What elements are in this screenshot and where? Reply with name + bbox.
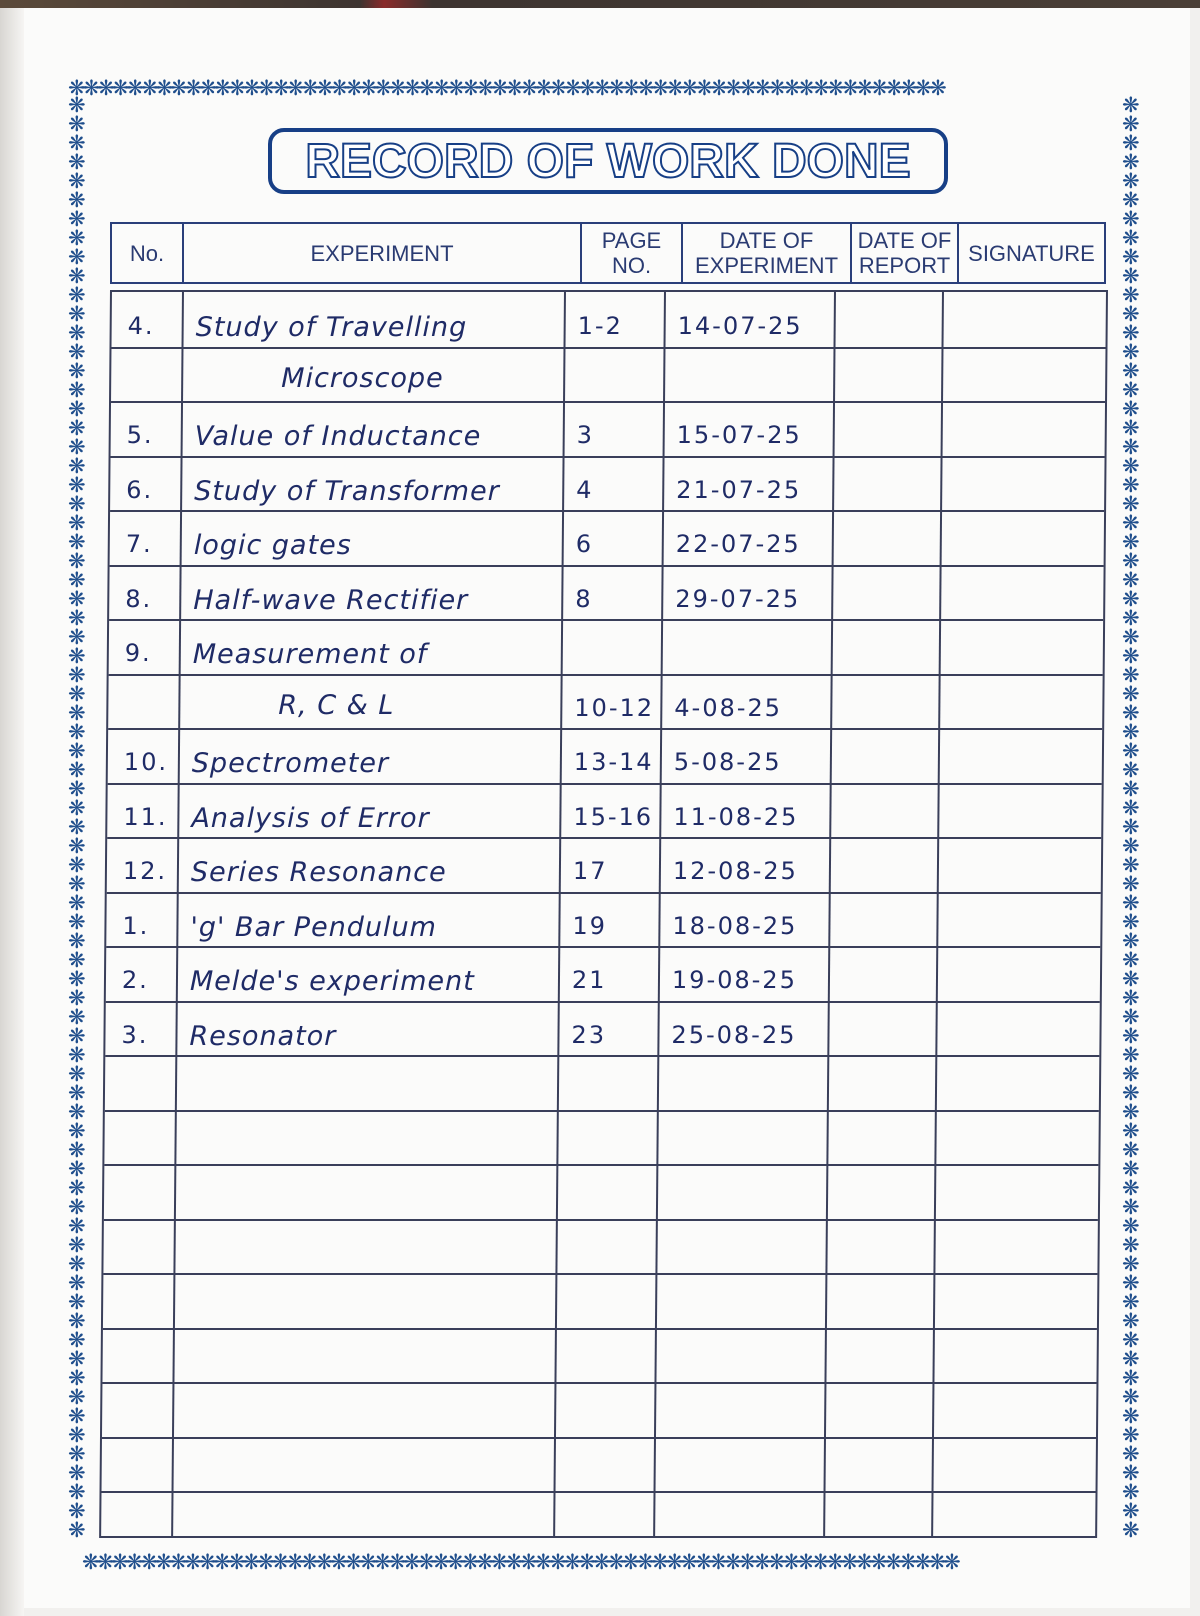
row-rule <box>102 1437 1096 1439</box>
row-rule <box>110 510 1104 512</box>
row-rule <box>103 1273 1097 1275</box>
row-rule <box>106 1001 1100 1003</box>
entry-experiment-line2: Microscope <box>281 363 444 394</box>
entry-number: 2. <box>121 966 150 994</box>
page-binding-shadow <box>0 8 24 1616</box>
entry-page: 1-2 <box>577 312 624 340</box>
top-edge-strip <box>0 0 1200 8</box>
row-rule <box>108 783 1102 785</box>
entry-number: 7. <box>125 530 153 558</box>
entry-number: 8. <box>125 585 153 613</box>
row-rule <box>111 401 1105 403</box>
header-no: No. <box>112 224 184 282</box>
decorative-border-bottom: ❋❋❋❋❋❋❋❋❋❋❋❋❋❋❋❋❋❋❋❋❋❋❋❋❋❋❋❋❋❋❋❋❋❋❋❋❋❋❋❋❋❋❋❋❋❋❋❋❋❋❋❋❋❋❋❋❋❋❋❋ <box>82 1552 958 1574</box>
entry-page: 15-16 <box>573 803 654 831</box>
entry-experiment: 'g' Bar Pendulum <box>190 912 438 943</box>
row-rule <box>104 1219 1098 1221</box>
header-experiment: EXPERIMENT <box>184 224 582 282</box>
row-rule <box>103 1328 1097 1330</box>
entry-date: 15-07-25 <box>676 421 802 449</box>
entry-experiment-line2: R, C & L <box>278 690 395 721</box>
entry-page: 10-12 <box>574 694 655 722</box>
page-title: RECORD OF WORK DONE <box>305 134 911 188</box>
entry-page: 4 <box>576 476 594 504</box>
row-rule <box>108 728 1102 730</box>
row-rule <box>111 347 1105 349</box>
entry-experiment: Measurement of <box>192 639 428 670</box>
header-page-no: PAGE NO. <box>582 224 683 282</box>
entry-number: 1. <box>122 912 150 940</box>
title-banner <box>268 128 948 194</box>
entry-experiment: logic gates <box>193 530 352 561</box>
entry-number: 12. <box>122 857 168 885</box>
header-date-of-report: DATE OF REPORT <box>852 224 959 282</box>
decorative-border-right: ❋❋❋❋❋❋❋❋❋❋❋❋❋❋❋❋❋❋❋❋❋❋❋❋❋❋❋❋❋❋❋❋❋❋❋❋❋❋❋❋❋❋❋❋❋❋❋❋❋❋❋❋❋❋❋❋❋❋❋❋❋❋❋❋❋❋❋❋❋❋❋❋❋❋❋❋ <box>1122 96 1140 1542</box>
entry-page: 23 <box>571 1021 607 1049</box>
row-rule <box>104 1164 1098 1166</box>
entry-date: 29-07-25 <box>675 585 801 613</box>
entry-experiment: Study of Travelling <box>195 312 468 343</box>
entry-date: 14-07-25 <box>677 312 803 340</box>
column-rule <box>653 292 666 1536</box>
row-rule <box>107 837 1101 839</box>
entry-date: 5-08-25 <box>673 748 782 776</box>
entry-number: 4. <box>127 312 155 340</box>
row-rule <box>102 1382 1096 1384</box>
row-rule <box>109 619 1103 621</box>
column-rule <box>931 292 944 1536</box>
row-rule <box>109 674 1103 676</box>
entry-experiment: Half-wave Rectifier <box>193 585 469 616</box>
entry-experiment: Analysis of Error <box>191 803 430 834</box>
row-rule <box>111 456 1105 458</box>
entry-experiment: Study of Transformer <box>194 476 500 507</box>
entry-date: 12-08-25 <box>672 857 798 885</box>
entry-date: 22-07-25 <box>675 530 801 558</box>
row-rule <box>105 1055 1099 1057</box>
table-header <box>110 222 1106 284</box>
entry-number: 3. <box>121 1021 149 1049</box>
entry-date: 11-08-25 <box>673 803 799 831</box>
entry-number: 5. <box>126 421 154 449</box>
header-signature: SIGNATURE <box>968 240 1095 266</box>
entry-date: 4-08-25 <box>674 694 783 722</box>
row-rule <box>105 1110 1099 1112</box>
entry-page: 13-14 <box>573 748 654 776</box>
entry-number: 10. <box>123 748 169 776</box>
entry-experiment: Value of Inductance <box>194 421 482 452</box>
header-date-of-experiment: DATE OF EXPERIMENT <box>683 224 852 282</box>
decorative-border-left: ❋❋❋❋❋❋❋❋❋❋❋❋❋❋❋❋❋❋❋❋❋❋❋❋❋❋❋❋❋❋❋❋❋❋❋❋❋❋❋❋❋❋❋❋❋❋❋❋❋❋❋❋❋❋❋❋❋❋❋❋❋❋❋❋❋❋❋❋❋❋❋❋❋❋❋❋ <box>68 96 86 1542</box>
entry-page: 19 <box>572 912 608 940</box>
entry-page: 3 <box>576 421 595 449</box>
row-rule <box>110 565 1104 567</box>
entry-page: 17 <box>572 857 608 885</box>
entry-date: 25-08-25 <box>671 1021 797 1049</box>
row-rule <box>102 1491 1096 1493</box>
row-rule <box>107 892 1101 894</box>
column-rule <box>553 292 566 1536</box>
entry-experiment: Series Resonance <box>190 857 447 888</box>
entry-number: 9. <box>124 639 152 667</box>
entry-page: 21 <box>571 966 607 994</box>
entry-experiment: Melde's experiment <box>189 966 475 997</box>
decorative-border-top: ❋❋❋❋❋❋❋❋❋❋❋❋❋❋❋❋❋❋❋❋❋❋❋❋❋❋❋❋❋❋❋❋❋❋❋❋❋❋❋❋❋❋❋❋❋❋❋❋❋❋❋❋❋❋❋❋❋❋❋❋ <box>68 78 944 100</box>
row-rule <box>106 946 1100 948</box>
entry-number: 6. <box>126 476 154 504</box>
entry-experiment: Resonator <box>189 1021 337 1052</box>
entry-number: 11. <box>123 803 168 831</box>
column-rule <box>171 292 184 1536</box>
column-rule <box>823 292 836 1536</box>
entry-page: 6 <box>575 530 594 558</box>
entry-date: 19-08-25 <box>671 966 798 994</box>
entry-date: 21-07-25 <box>676 476 802 504</box>
entry-date: 18-08-25 <box>672 912 798 940</box>
entry-experiment: Spectrometer <box>191 748 390 779</box>
entry-page: 8 <box>575 585 593 613</box>
record-table <box>99 290 1108 1538</box>
